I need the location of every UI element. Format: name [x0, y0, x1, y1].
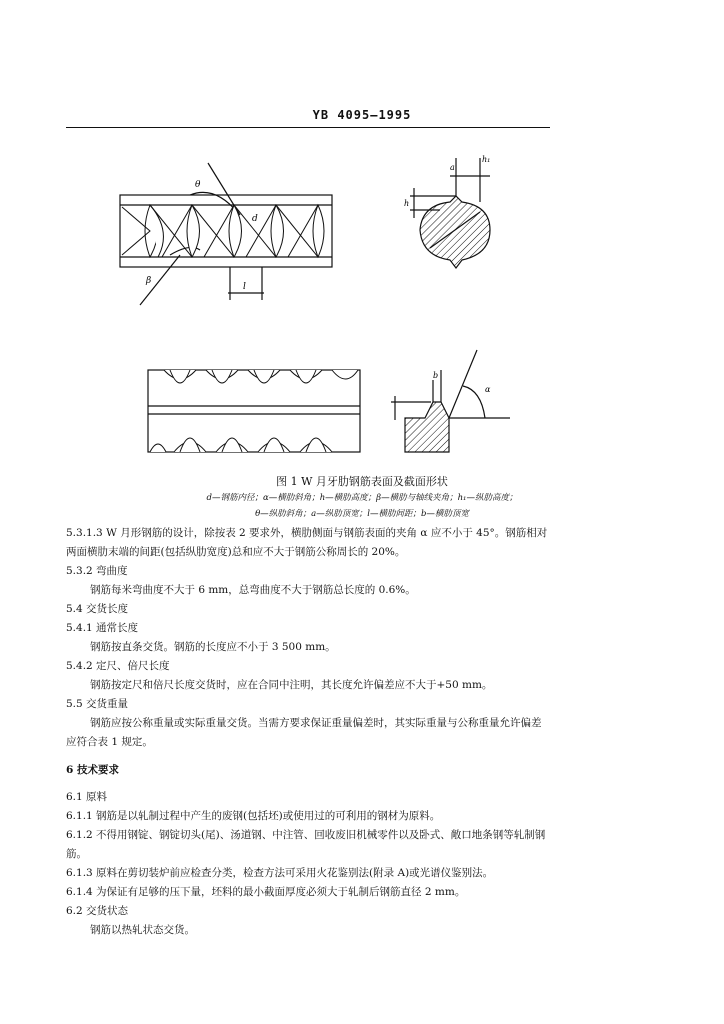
- figure-legend-line2: θ—纵肋斜角；a—纵肋顶宽；l—横肋间距；b—横肋顶宽: [255, 509, 469, 519]
- para-5-4-2: 钢筋按定尺和倍尺长度交货时，应在合同中注明，其长度允许偏差应不大于+50 mm。: [90, 679, 493, 691]
- para-5-3-1-3-line2: 两面横肋末端的间距(包括纵肋宽度)总和应不大于钢筋公称周长的 20%。: [66, 546, 406, 558]
- para-5-3-2: 钢筋每米弯曲度不大于 6 mm，总弯曲度不大于钢筋总长度的 0.6%。: [90, 584, 416, 596]
- rib-profile: [385, 340, 525, 460]
- label-theta: θ: [195, 180, 201, 190]
- para-6-1-3: 6.1.3 原料在剪切装炉前应检查分类，检查方法可采用火花鉴别法(附录 A)或光谱仪鉴别法。: [66, 867, 494, 879]
- heading-6-2: 6.2 交货状态: [66, 905, 129, 917]
- heading-5-4-2: 5.4.2 定尺、倍尺长度: [66, 660, 170, 672]
- label-alpha: α: [485, 385, 491, 394]
- para-6-1-2-line1: 6.1.2 不得用钢锭、钢锭切头(尾)、汤道钢、中注管、回收废旧机械零件以及卧式、敞口地条钢等轧制钢: [66, 829, 546, 841]
- heading-5-4-1: 5.4.1 通常长度: [66, 622, 139, 634]
- label-beta: β: [146, 276, 152, 286]
- label-b: b: [433, 371, 439, 380]
- label-l: l: [243, 282, 246, 292]
- figure-caption: 图 1 W 月牙肋钢筋表面及截面形状: [276, 475, 448, 488]
- rebar-longitudinal-view: [140, 362, 370, 462]
- label-d: d: [252, 214, 258, 224]
- para-5-4-1: 钢筋按直条交货。钢筋的长度应不小于 3 500 mm。: [90, 641, 336, 653]
- heading-5-4: 5.4 交货长度: [66, 603, 129, 615]
- para-5-5-line2: 应符合表 1 规定。: [66, 736, 153, 748]
- heading-5-5: 5.5 交货重量: [66, 698, 129, 710]
- para-6-1-4: 6.1.4 为保证有足够的压下量，坯料的最小截面厚度必须大于轧制后钢筋直径 2 mm。: [66, 886, 466, 898]
- label-h1: h₁: [482, 155, 491, 164]
- figure-legend-line1: d—钢筋内径；α—横肋斜角；h—横肋高度；β—横肋与轴线夹角；h₁—纵肋高度；: [206, 493, 518, 503]
- label-a: a: [450, 163, 455, 172]
- rebar-side-view: [110, 155, 350, 315]
- para-6-1-2-line2: 筋。: [66, 848, 87, 860]
- label-h: h: [404, 199, 410, 208]
- heading-5-3-2: 5.3.2 弯曲度: [66, 565, 128, 577]
- para-5-3-1-3-line1: 5.3.1.3 W 月形钢筋的设计，除按表 2 要求外，横肋侧面与钢筋表面的夹角 α 应不小于 45°。钢筋相对: [66, 527, 548, 539]
- para-6-1-1: 6.1.1 钢筋是以轧制过程中产生的废钢(包括坯)或使用过的可利用的钢材为原料。: [66, 810, 441, 822]
- document-code: YB 4095—1995: [312, 108, 412, 122]
- heading-6: 6 技术要求: [66, 764, 119, 776]
- para-6-2: 钢筋以热轧状态交货。: [90, 924, 195, 936]
- heading-6-1: 6.1 原料: [66, 791, 108, 803]
- rebar-cross-section: [400, 150, 510, 290]
- header-rule: [66, 127, 550, 128]
- para-5-5-line1: 钢筋应按公称重量或实际重量交货。当需方要求保证重量偏差时，其实际重量与公称重量允许偏差: [90, 717, 542, 729]
